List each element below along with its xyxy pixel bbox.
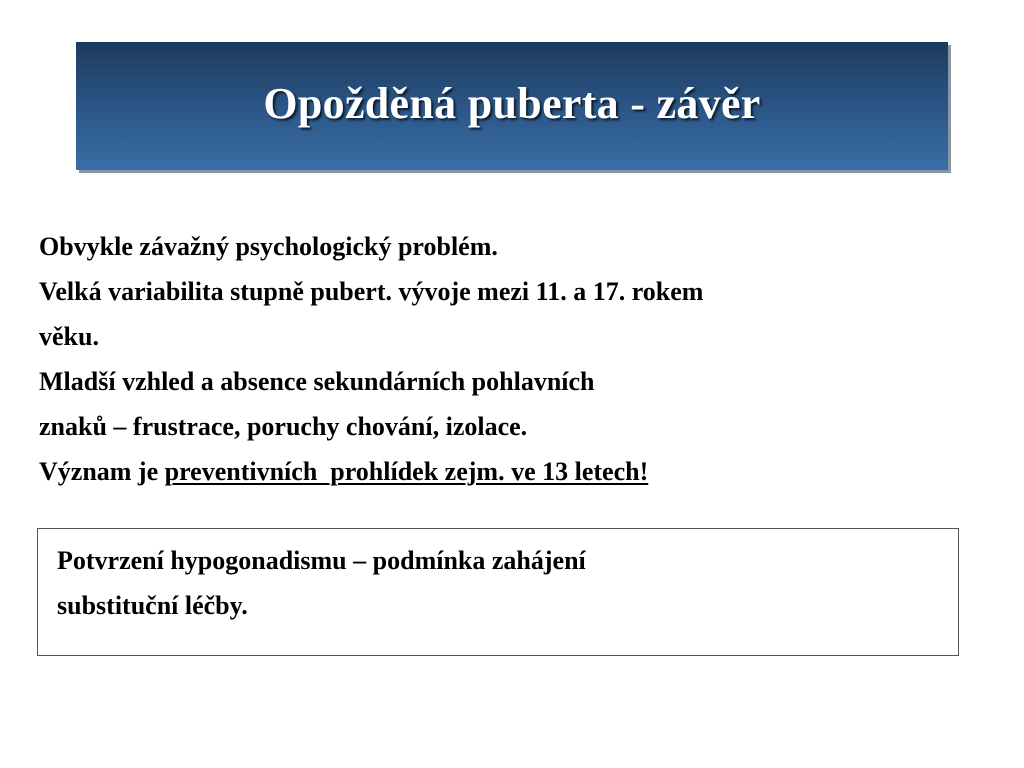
callout-line: Potvrzení hypogonadismu – podmínka zahájení	[57, 546, 586, 575]
emphasis-prefix: Význam je	[39, 457, 165, 486]
body-line: znaků – frustrace, poruchy chování, izolace.	[39, 412, 528, 441]
callout-line: substituční léčby.	[57, 591, 248, 620]
callout-text	[57, 538, 586, 628]
body-text-block	[39, 224, 939, 494]
body-line: věku.	[39, 322, 99, 351]
underlined-emphasis: preventivních prohlídek zejm. ve 13 letech!	[164, 457, 649, 486]
body-line: Obvykle závažný psychologický problém.	[39, 232, 498, 261]
title-banner	[76, 42, 948, 170]
slide-title: Opožděná puberta - závěr	[263, 78, 761, 128]
body-line-emphasis	[39, 449, 939, 494]
callout-box	[37, 528, 959, 656]
body-line: Mladší vzhled a absence sekundárních pohlavních	[39, 367, 595, 396]
body-line: Velká variabilita stupně pubert. vývoje mezi 11. a 17. rokem	[39, 277, 704, 306]
